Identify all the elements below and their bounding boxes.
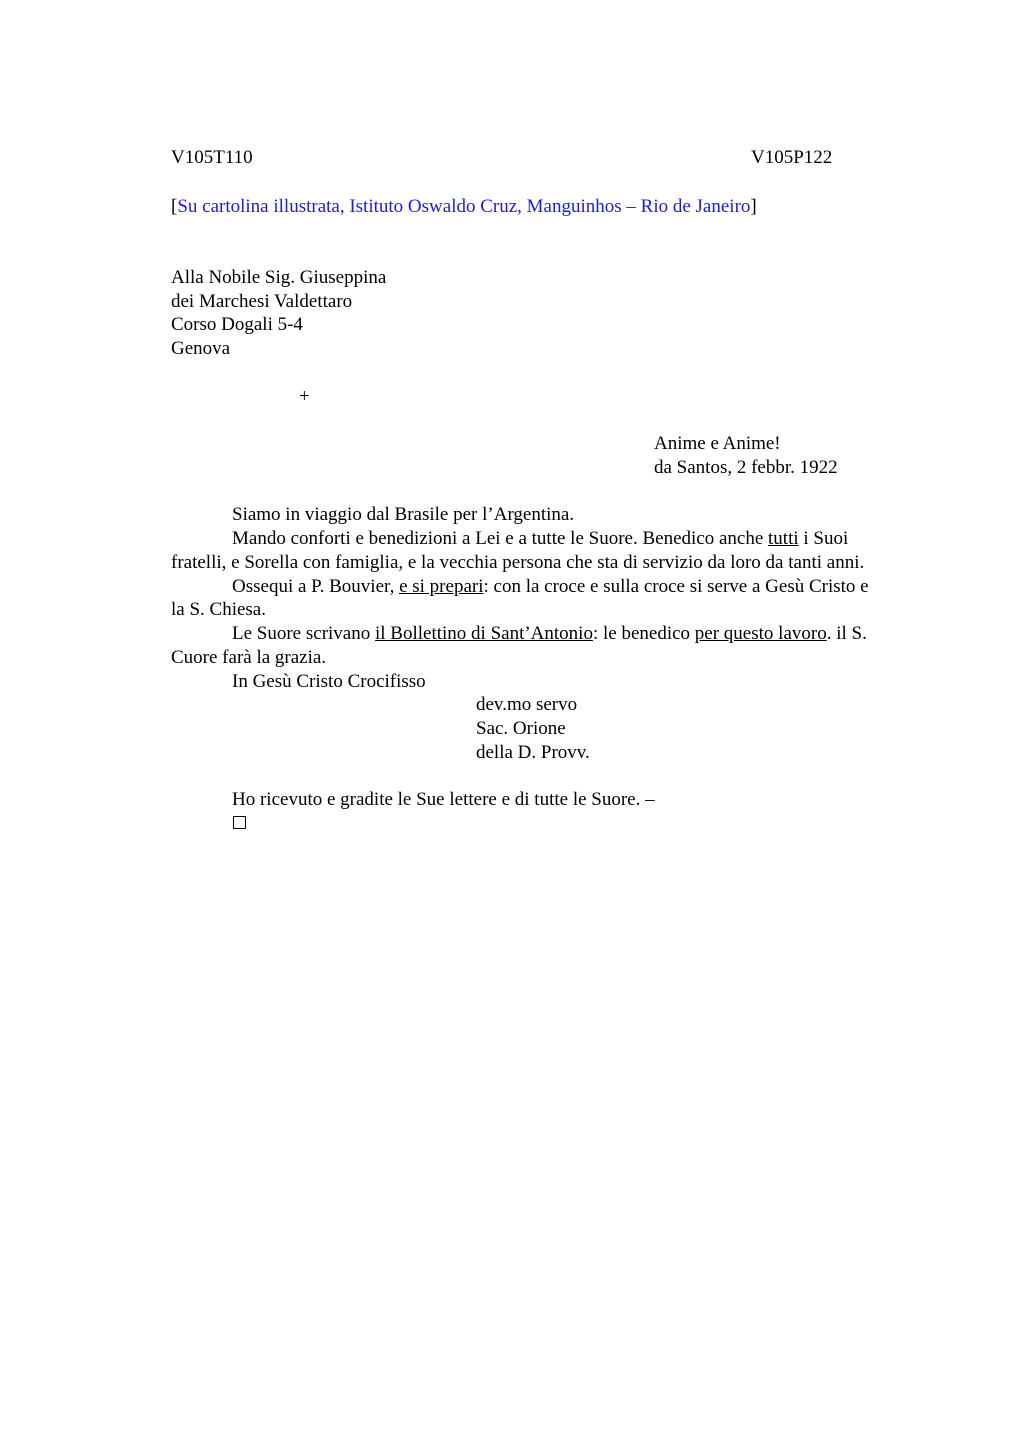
empty-box-icon xyxy=(233,816,246,829)
address-line: Genova xyxy=(171,338,231,359)
note-text: Su cartolina illustrata, Istituto Oswaldo Cruz, Manguinhos – Rio de Janeiro xyxy=(177,196,751,217)
header-left-code: V105T110 xyxy=(171,147,253,168)
paragraph-3 xyxy=(232,575,869,599)
closing-line: In Gesù Cristo Crocifisso xyxy=(232,671,426,692)
paragraph-3-continuation: la S. Chiesa. xyxy=(171,599,266,620)
p3-underlined: e si prepari xyxy=(399,576,484,597)
motto: Anime e Anime! xyxy=(654,433,781,454)
cross-symbol: + xyxy=(299,386,310,407)
p2-underlined: tutti xyxy=(768,528,799,549)
note-close-bracket: ] xyxy=(750,196,757,217)
header-right-code: V105P122 xyxy=(751,147,833,168)
p4-text-c: . il S. xyxy=(826,623,867,644)
paragraph-1: Siamo in viaggio dal Brasile per l’Argentina. xyxy=(232,504,575,525)
signature-line: dev.mo servo xyxy=(476,694,578,715)
note-open-bracket: [ xyxy=(171,196,178,217)
p4-underlined-bollettino: il Bollettino di Sant’Antonio xyxy=(374,623,593,644)
place-date: da Santos, 2 febbr. 1922 xyxy=(654,457,838,478)
paragraph-2 xyxy=(232,527,848,551)
paragraph-2-continuation: fratelli, e Sorella con famiglia, e la vecchia persona che sta di servizio da loro da tanti anni. xyxy=(171,552,865,573)
p3-text-b: : con la croce e sulla croce si serve a Gesù Cristo e xyxy=(483,576,869,597)
p3-text-a: Ossequi a P. Bouvier, xyxy=(232,576,400,597)
p4-underlined-lavoro: per questo lavoro xyxy=(694,623,827,644)
p4-text-b: : le benedico xyxy=(592,623,695,644)
paragraph-4 xyxy=(232,622,867,646)
signature-line: Sac. Orione xyxy=(476,718,566,739)
p2-text-b: i Suoi xyxy=(798,528,849,549)
postcard-note xyxy=(171,195,757,219)
address-line: dei Marchesi Valdettaro xyxy=(171,291,353,312)
paragraph-4-continuation: Cuore farà la grazia. xyxy=(171,647,327,668)
p2-text-a: Mando conforti e benedizioni a Lei e a tutte le Suore. Benedico anche xyxy=(232,528,769,549)
p4-text-a: Le Suore scrivano xyxy=(232,623,375,644)
address-line: Alla Nobile Sig. Giuseppina xyxy=(171,267,387,288)
address-line: Corso Dogali 5-4 xyxy=(171,314,303,335)
signature-line: della D. Provv. xyxy=(476,742,590,763)
postscript: Ho ricevuto e gradite le Sue lettere e di tutte le Suore. – xyxy=(232,789,655,810)
